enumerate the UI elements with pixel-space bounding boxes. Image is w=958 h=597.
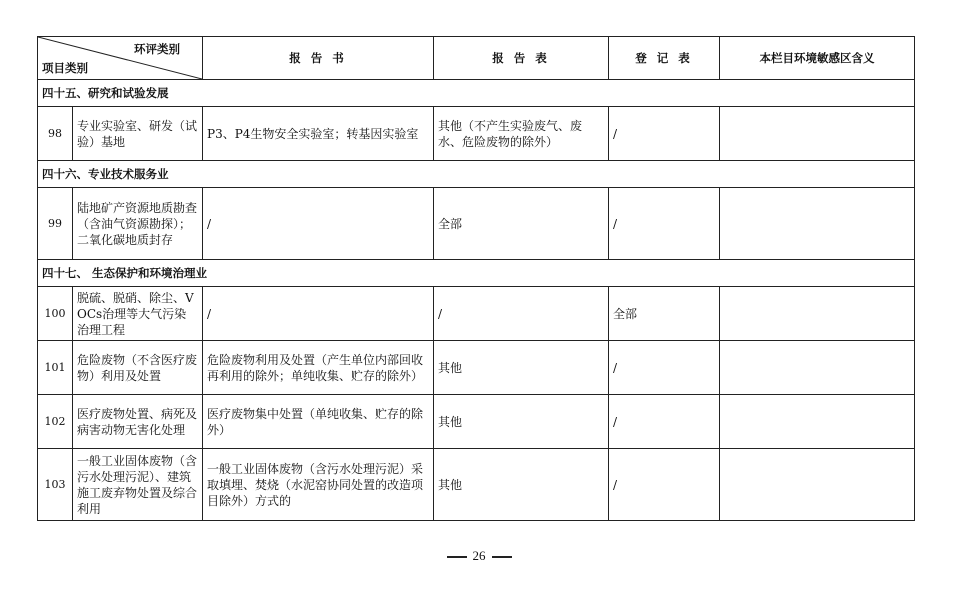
row-number: 101 [38,341,73,395]
row-sensitive [720,107,915,161]
row-report-book: / [203,287,434,341]
section-row [38,80,915,107]
col-register: 登 记 表 [609,37,720,80]
row-register: 全部 [609,287,720,341]
col-report-book: 报 告 书 [203,37,434,80]
row-report-book: 一般工业固体废物（含污水处理污泥）采取填埋、焚烧（水泥窑协同处置的改造项目除外）方式的 [203,449,434,521]
col-sensitive: 本栏目环境敏感区含义 [720,37,915,80]
table-row [38,395,915,449]
row-report-form: 其他 [434,449,609,521]
row-report-form: / [434,287,609,341]
row-number: 99 [38,188,73,260]
row-number: 98 [38,107,73,161]
row-report-form: 其他（不产生实验废气、废水、危险废物的除外） [434,107,609,161]
section-title: 四十六、专业技术服务业 [38,161,915,188]
row-project-name: 医疗废物处置、病死及病害动物无害化处理 [73,395,203,449]
row-report-book: 危险废物利用及处置（产生单位内部回收再利用的除外；单纯收集、贮存的除外） [203,341,434,395]
dash-right [492,556,512,558]
table-row [38,287,915,341]
section-title: 四十五、研究和试验发展 [38,80,915,107]
section-row [38,260,915,287]
row-report-book: 医疗废物集中处置（单纯收集、贮存的除外） [203,395,434,449]
row-sensitive [720,449,915,521]
row-project-name: 一般工业固体废物（含污水处理污泥）、建筑施工废弃物处置及综合利用 [73,449,203,521]
row-number: 103 [38,449,73,521]
row-project-name: 脱硫、脱硝、除尘、VOCs治理等大气污染治理工程 [73,287,203,341]
section-title: 四十七、 生态保护和环境治理业 [38,260,915,287]
row-report-form: 其他 [434,341,609,395]
header-row [38,37,915,80]
corner-bottom-label: 项目类别 [42,61,88,75]
row-register: / [609,107,720,161]
row-report-form: 其他 [434,395,609,449]
row-register: / [609,449,720,521]
corner-header-cell [38,37,203,80]
row-register: / [609,188,720,260]
col-report-form: 报 告 表 [434,37,609,80]
row-register: / [609,341,720,395]
page-number-value: 26 [472,548,486,563]
row-project-name: 陆地矿产资源地质勘查（含油气资源勘探）；二氧化碳地质封存 [73,188,203,260]
row-report-book: / [203,188,434,260]
row-sensitive [720,395,915,449]
corner-top-label: 环评类别 [134,42,180,56]
row-sensitive [720,287,915,341]
row-sensitive [720,341,915,395]
section-row [38,161,915,188]
row-report-form: 全部 [434,188,609,260]
row-number: 102 [38,395,73,449]
table-row [38,449,915,521]
table-row [38,107,915,161]
row-report-book: P3、P4生物安全实验室；转基因实验室 [203,107,434,161]
classification-table [37,36,915,521]
row-project-name: 专业实验室、研发（试验）基地 [73,107,203,161]
row-sensitive [720,188,915,260]
row-project-name: 危险废物（不含医疗废物）利用及处置 [73,341,203,395]
row-register: / [609,395,720,449]
table-row [38,341,915,395]
row-number: 100 [38,287,73,341]
table-row [38,188,915,260]
dash-left [447,556,467,558]
page-number [0,548,958,564]
